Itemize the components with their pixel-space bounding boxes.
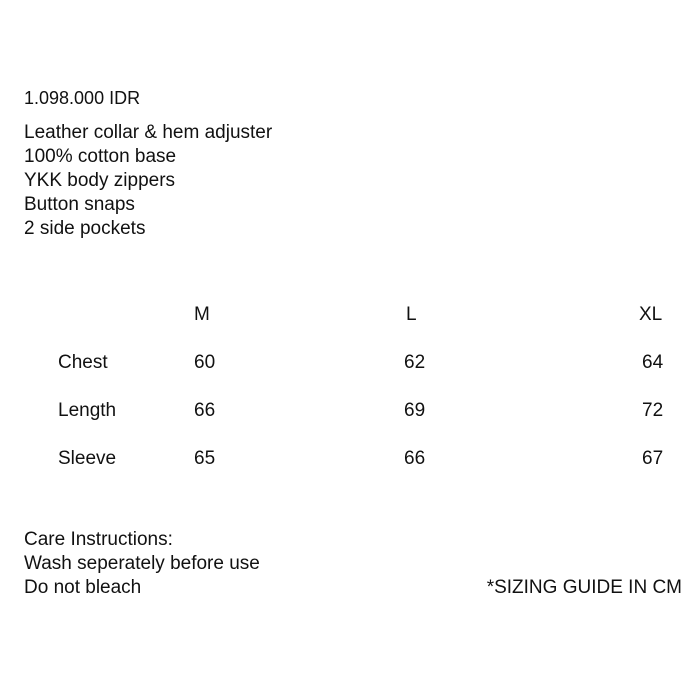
row-label-length: Length [58,400,117,421]
feature-item: YKK body zippers [24,170,176,191]
row-label-chest: Chest [58,352,108,373]
feature-item: 2 side pockets [24,218,146,239]
cell-chest-xl: 64 [642,352,664,373]
cell-chest-m: 60 [194,352,216,373]
care-title: Care Instructions: [24,529,173,550]
care-instructions [24,528,260,600]
size-header-l: L [406,304,417,325]
feature-item: 100% cotton base [24,146,177,167]
feature-item: Leather collar & hem adjuster [24,122,273,143]
care-line: Do not bleach [24,577,142,598]
cell-length-m: 66 [194,400,216,421]
feature-item: Button snaps [24,194,135,215]
cell-length-l: 69 [404,400,426,421]
cell-sleeve-l: 66 [404,448,426,469]
sizing-note: *SIZING GUIDE IN CM [486,577,682,598]
price: 1.098.000 IDR [24,88,141,108]
row-label-sleeve: Sleeve [58,448,117,469]
cell-sleeve-m: 65 [194,448,216,469]
cell-sleeve-xl: 67 [642,448,664,469]
cell-length-xl: 72 [642,400,664,421]
care-line: Wash seperately before use [24,553,260,574]
size-header-m: M [194,304,210,325]
cell-chest-l: 62 [404,352,426,373]
size-header-xl: XL [639,304,663,325]
